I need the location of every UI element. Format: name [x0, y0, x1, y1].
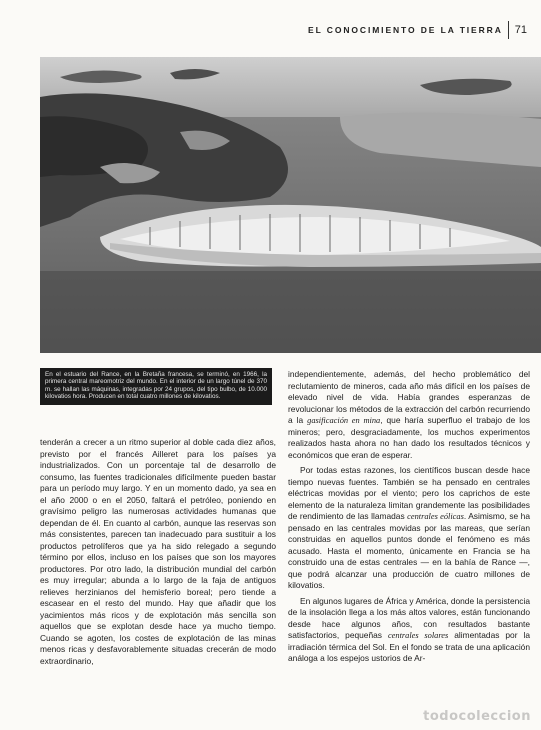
paragraph-text: . Asimismo, se ha pensado en las centrales movidas por las mareas, que serían construidas en aquellos puntos donde el fenómeno es más acusado. Hasta el momento, únicamente en Francia se ha construido una de estas centrales — en la bahía de Rance —, que podrá alcanzar una producción de cuatro millones de kilovatios. [288, 511, 531, 590]
page-number: 71 [514, 24, 527, 36]
paragraph [288, 369, 530, 461]
text-column-right [288, 369, 530, 669]
italic-term: gasificación en mina [307, 416, 381, 425]
photo-caption: En el estuario del Rance, en la Bretaña francesa, se terminó, en 1966, la primera central mareomotriz del mundo. En el interior de un largo túnel de 370 m. se hallan las máquinas, integradas por 24 grupos, del tipo bulbo, de 10.000 kilovatios hora. Producen en total cuatro millones de kilovatios. [40, 368, 272, 405]
text-column-left [40, 437, 276, 671]
paragraph [288, 465, 530, 592]
paragraph-text: independientemente, además, del hecho problemático del reclutamiento de mineros, cada año más difícil en los países de elevado nivel de vida. Había grandes esperanzas de revolucionar los métodos de la extracción del carbón recurriendo a la [288, 369, 530, 425]
watermark: todocoleccion [423, 709, 531, 724]
paragraph-text: , que haría superfluo el trabajo de los mineros; pero, desgraciadamente, los muchos experimentos realizados hasta ahora no han dado los resultados técnicos y económicos que eran de esperar. [288, 415, 530, 460]
paragraph-text: alimentadas por la irradiación térmica del Sol. En el fondo se trata de una aplicación análoga a los espejos ustorios de Ar- [288, 630, 530, 663]
paragraph [288, 596, 530, 665]
paragraph-text: Por todas estas razones, los científicos buscan desde hace tiempo nuevas fuentes. También se ha pensado en centrales eléctricas movidas por el viento; pero los caprichos de este elemento de la naturaleza limitan grandemente las posibilidades de rendimiento de las llamadas [288, 465, 530, 521]
running-header [308, 20, 527, 40]
paragraph [40, 437, 276, 667]
italic-term: centrales solares [387, 631, 449, 640]
aerial-photo-rance-tidal-plant [40, 57, 541, 353]
running-header-title: EL CONOCIMIENTO DE LA TIERRA [308, 25, 503, 35]
paragraph-text: tenderán a crecer a un ritmo superior al doble cada diez años, previsto por el francés Ailleret para los países ya industrializados. Con un porcentaje tal de desarrollo de consumo, las fuentes tradicionales difícilmente pueden bastar para un período muy largo. Y en un momento dado, ya sea en el año 2000 o en el 2050, faltará el petróleo, poniendo en gravísimo peligro las numerosas actividades humanas que dependan de él. En cuanto al carbón, aunque las reservas son más consistentes, parecen tan inadecuado para sustituir a los productos petrolíferos que ya ha sido relegado a segundo término por ellos, incluso en los países que son los mayores productores. Por otro lado, la distribución mundial del carbón es muy irregular; abunda a lo largo de la faja de antiguos relieves herzinianos del hemisferio boreal; pero tiende a escasear en el resto del mundo. Hay que añadir que los yacimientos más ricos y de explotación más sencilla son aquellos que se explotan desde hace ya mucho tiempo. Cuando se agoten, los costes de explotación de las minas menos ricas y desfavorablemente situadas crecerán de modo extraordinario, [40, 437, 276, 666]
italic-term: centrales eólicas [407, 512, 464, 521]
header-divider [508, 21, 509, 39]
paragraph-text: En algunos lugares de África y América, donde la persistencia de la insolación llega a los más altos valores, están funcionando desde hace algunos años, con resultados bastante satisfactorios, pequeñas [288, 595, 530, 640]
